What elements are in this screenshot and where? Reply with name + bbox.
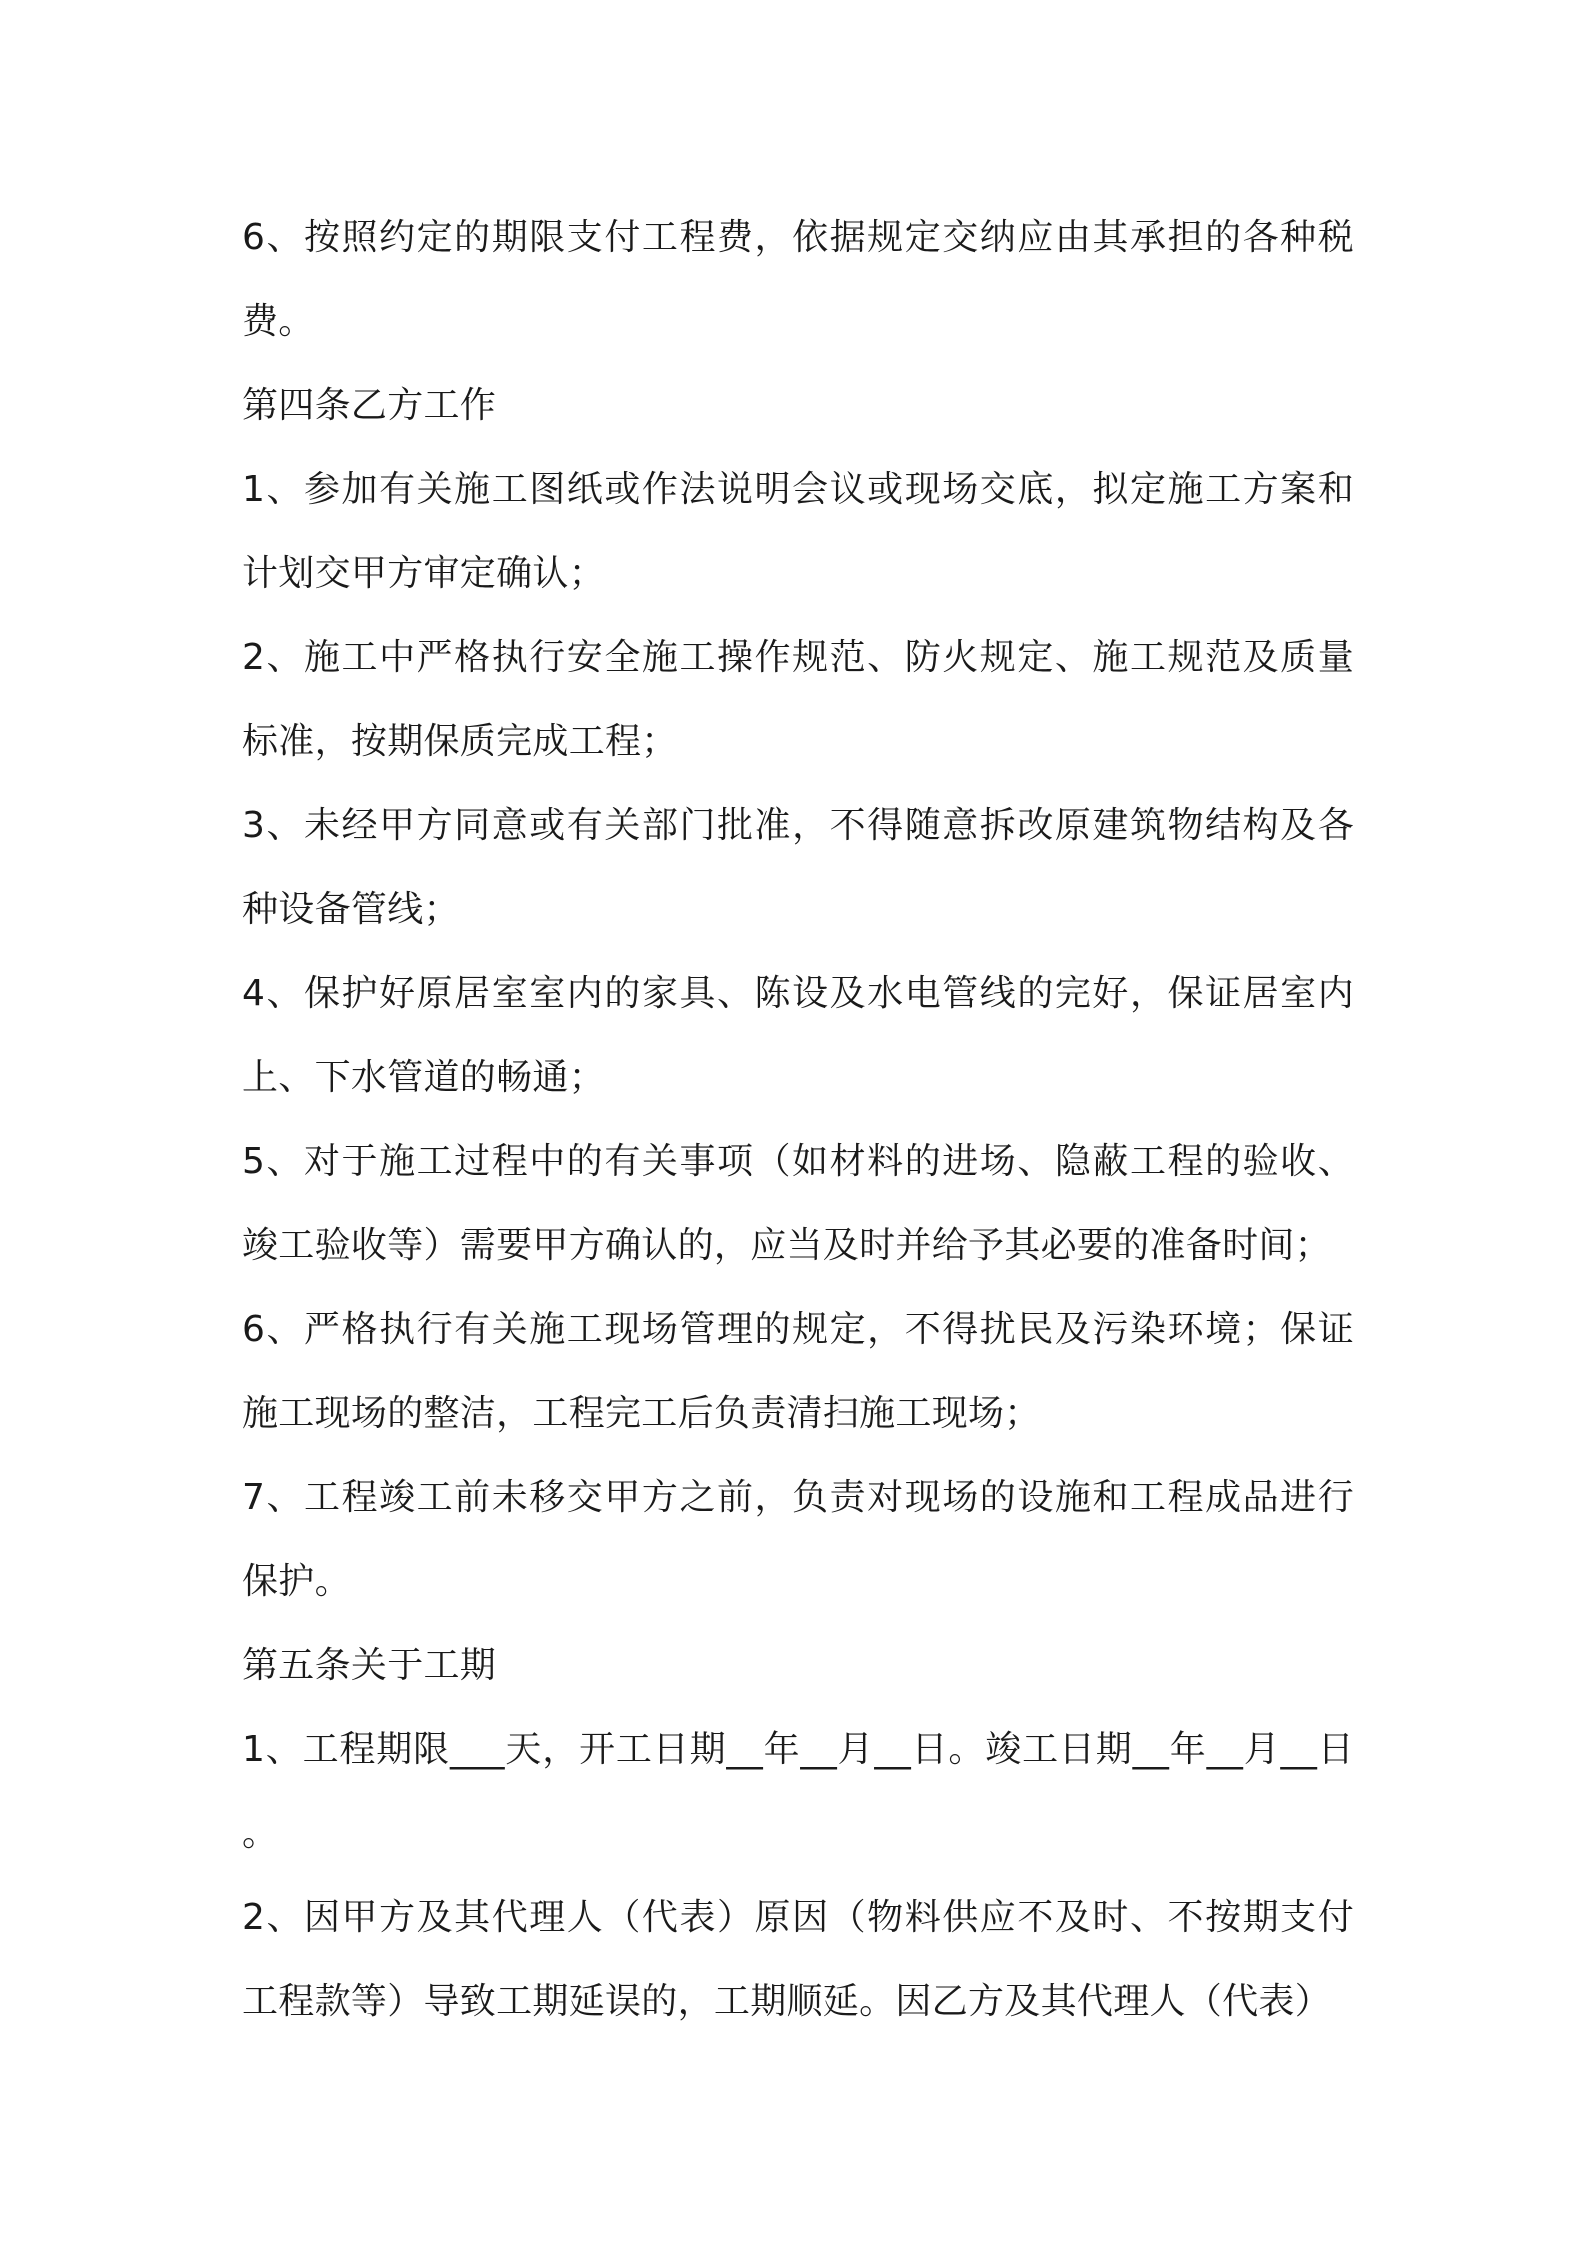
clause-3-item-6: 6、按照约定的期限支付工程费，依据规定交纳应由其承担的各种税费。 [242,217,1354,342]
clause-4-item-5: 5、对于施工过程中的有关事项（如材料的进场、隐蔽工程的验收、竣工验收等）需要甲方确认的，应当及时并给予其必要的准备时间； [242,1141,1354,1266]
clause-5-item-2: 2、因甲方及其代理人（代表）原因（物料供应不及时、不按期支付工程款等）导致工期延误的，工期顺延。因乙方及其代理人（代表） [242,1897,1354,2022]
clause-4-item-2: 2、施工中严格执行安全施工操作规范、防火规定、施工规范及质量标准，按期保质完成工程； [242,637,1354,762]
article-4-heading: 第四条乙方工作 [242,385,497,426]
clause-5-item-1: 1、工程期限___天，开工日期__年__月__日。竣工日期__年__月__日。 [242,1729,1354,1854]
clause-4-item-4: 4、保护好原居室室内的家具、陈设及水电管线的完好，保证居室内上、下水管道的畅通； [242,973,1354,1098]
clause-4-item-3: 3、未经甲方同意或有关部门批准，不得随意拆改原建筑物结构及各种设备管线； [242,805,1354,930]
article-5-heading: 第五条关于工期 [242,1645,497,1686]
clause-4-item-6: 6、严格执行有关施工现场管理的规定，不得扰民及污染环境；保证施工现场的整洁，工程完工后负责清扫施工现场； [242,1309,1354,1434]
contract-text-body [242,196,1354,2044]
clause-4-item-7: 7、工程竣工前未移交甲方之前，负责对现场的设施和工程成品进行保护。 [242,1477,1354,1602]
clause-4-item-1: 1、参加有关施工图纸或作法说明会议或现场交底，拟定施工方案和计划交甲方审定确认； [242,469,1354,594]
